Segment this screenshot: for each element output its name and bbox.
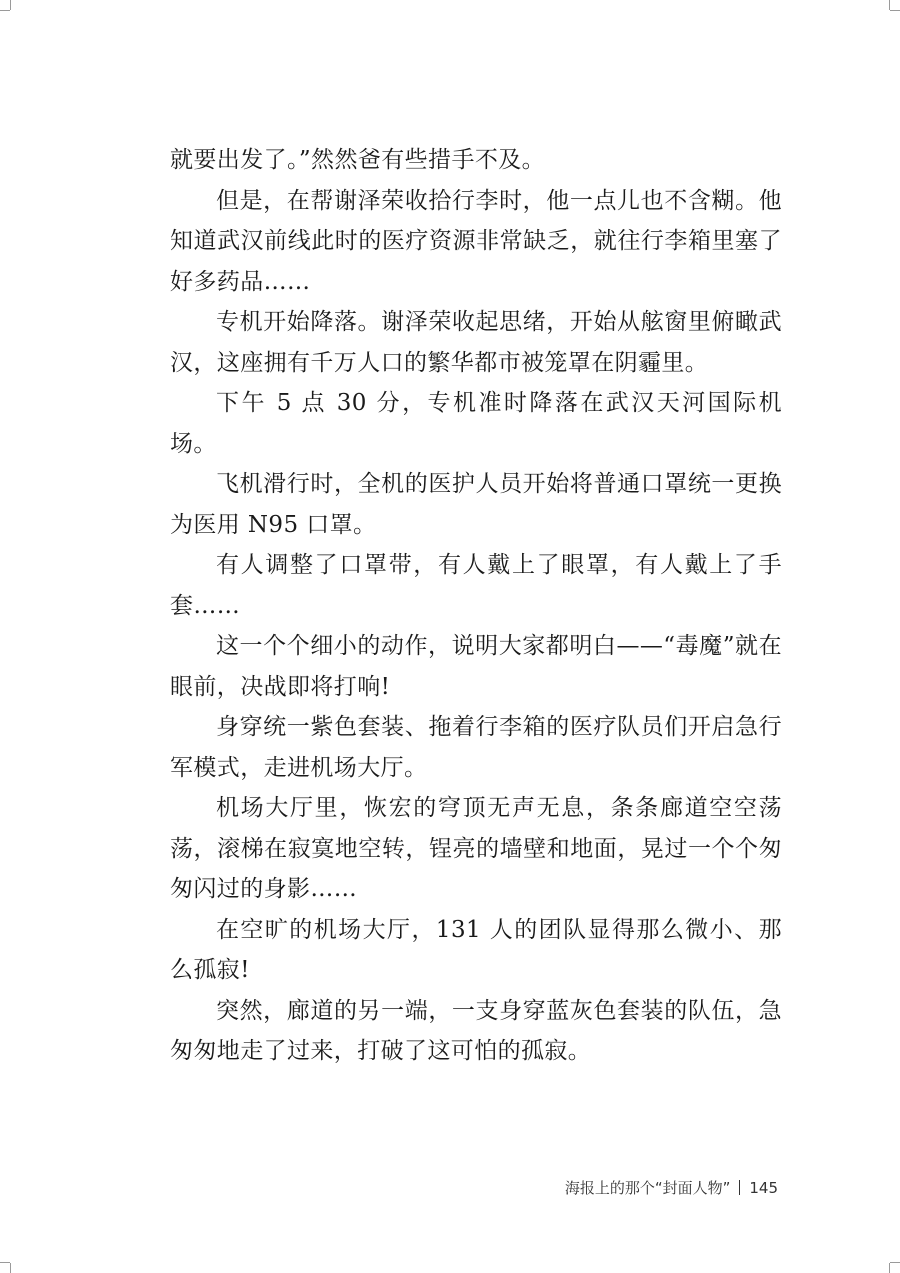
crop-mark-bottom-right-v	[889, 1263, 890, 1273]
paragraph: 但是，在帮谢泽荣收拾行李时，他一点儿也不含糊。他知道武汉前线此时的医疗资源非常缺乏，就往行李箱里塞了好多药品……	[170, 187, 782, 295]
crop-mark-bottom-left-v	[10, 1263, 11, 1273]
page-number: 145	[749, 1178, 778, 1197]
crop-mark-bottom-left-h	[0, 1262, 10, 1263]
crop-mark-top-left-h	[0, 10, 10, 11]
paragraph: 专机开始降落。谢泽荣收起思绪，开始从舷窗里俯瞰武汉，这座拥有千万人口的繁华都市被笼罩在阴霾里。	[170, 309, 782, 376]
crop-mark-bottom-right-h	[890, 1262, 900, 1263]
body-text	[170, 140, 782, 1072]
paragraph: 机场大厅里，恢宏的穹顶无声无息，条条廊道空空荡荡，滚梯在寂寞地空转，锃亮的墙壁和地面，晃过一个个匆匆闪过的身影……	[170, 795, 782, 902]
paragraph: 在空旷的机场大厅，131 人的团队显得那么微小、那么孤寂!	[170, 916, 782, 983]
paragraph: 身穿统一紫色套装、拖着行李箱的医疗队员们开启急行军模式，走进机场大厅。	[170, 714, 782, 781]
paragraph-continuation: 就要出发了。”然然爸有些措手不及。	[170, 147, 546, 173]
crop-mark-top-right-v	[889, 0, 890, 10]
paragraph: 飞机滑行时，全机的医护人员开始将普通口罩统一更换为医用 N95 口罩。	[170, 471, 782, 538]
running-title: 海报上的那个“封面人物”	[564, 1179, 731, 1197]
paragraph: 下午 5 点 30 分，专机准时降落在武汉天河国际机场。	[170, 390, 782, 457]
paragraph: 突然，廊道的另一端，一支身穿蓝灰色套装的队伍，急匆匆地走了过来，打破了这可怕的孤寂。	[170, 997, 782, 1064]
page-footer	[565, 1177, 778, 1198]
crop-mark-top-left-v	[10, 0, 11, 10]
paragraph: 有人调整了口罩带，有人戴上了眼罩，有人戴上了手套……	[170, 552, 782, 619]
paragraph: 这一个个细小的动作，说明大家都明白——“毒魔”就在眼前，决战即将打响!	[170, 633, 782, 700]
footer-separator	[739, 1180, 740, 1195]
crop-mark-top-right-h	[890, 10, 900, 11]
